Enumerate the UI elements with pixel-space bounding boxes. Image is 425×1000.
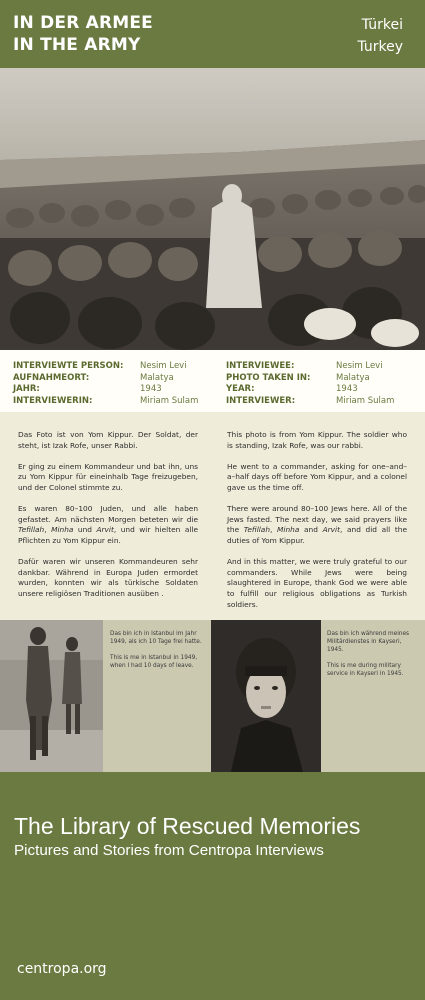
story-paragraph: Das Foto ist von Yom Kippur. Der Soldat, der steht, ist Izak Rofe, unser Rabbi. (18, 430, 198, 450)
main-photo-yom-kippur (0, 68, 425, 350)
caption-german: Das bin ich in Istanbul im Jahr 1949, als ich 10 Tage frei hatte. (110, 631, 202, 645)
footer-title: The Library of Rescued Memories (14, 813, 361, 839)
prayer-name: Arvit (322, 525, 340, 535)
meta-label: INTERVIEWER: (226, 395, 296, 406)
meta-label: INTERVIEWEE: (226, 361, 295, 371)
header-bar (0, 0, 425, 68)
meta-row (226, 373, 416, 385)
meta-value: Malatya (140, 372, 174, 383)
country-german: Türkei (361, 17, 403, 33)
metadata-german (13, 361, 213, 407)
meta-value: Miriam Sulam (336, 395, 395, 406)
country-english: Turkey (357, 39, 403, 55)
text-run: , and did all the duties of Yom Kippur. (227, 525, 408, 545)
meta-value: Miriam Sulam (140, 395, 199, 406)
prayer-name: Minha (277, 525, 300, 535)
meta-row (13, 396, 213, 408)
text-run: , und wir hielten alle Pflichten zu Yom Kippur ein. (18, 525, 199, 545)
title-german: IN DER ARMEE (13, 13, 153, 33)
website-link[interactable]: centropa.org (17, 961, 107, 977)
story-paragraph: He went to a commander, asking for one–and–a–half days off before Yom Kippur, and a colonel gave us the time off. (227, 461, 407, 492)
text-run: There were around 80–100 Jews here. All of the Jews fasted. The next day, we said prayers like the (227, 504, 407, 535)
meta-row (226, 384, 416, 396)
prayer-name: Arvit (96, 525, 114, 535)
text-run: , (44, 525, 52, 535)
meta-row (13, 384, 213, 396)
main-photo-illustration (0, 68, 425, 350)
caption-english: This is me during military service in Kayseri in 1945. (327, 663, 404, 677)
footer-subtitle: Pictures and Stories from Centropa Interviews (14, 842, 324, 859)
meta-label: AUFNAHMEORT: (13, 372, 90, 383)
story-paragraph: Dafür waren wir unseren Kommandeuren sehr dankbar. Während in Europa Juden ermordet wurden, konnten wir als türkische Soldaten unsere religiösen Traditionen ausüben . (18, 557, 198, 598)
meta-value: Nesim Levi (140, 361, 187, 371)
story-paragraph: And in this matter, we were truly grateful to our commanders. While Jews were being slaughtered in Europe, thank God we were able to fulfill our religious obligations as Turkish soldiers. (227, 557, 407, 609)
story-german (18, 430, 198, 610)
meta-value: 1943 (336, 384, 358, 394)
istanbul-photo-illustration (0, 620, 103, 772)
kayseri-portrait-illustration (211, 620, 321, 772)
photo-kayseri-1945 (211, 620, 321, 772)
text-run: and (299, 525, 323, 535)
meta-label: YEAR: (226, 384, 255, 394)
footer-bar (0, 772, 425, 1000)
meta-row (226, 396, 416, 408)
meta-row (13, 373, 213, 385)
meta-label: PHOTO TAKEN IN: (226, 372, 311, 383)
prayer-name: Minha (51, 525, 74, 535)
photo-istanbul-1949 (0, 620, 103, 772)
meta-value: Nesim Levi (336, 361, 383, 371)
prayer-name: Tefillah (18, 525, 45, 535)
story-paragraph (18, 504, 198, 546)
meta-label: JAHR: (13, 384, 40, 394)
story-english (227, 430, 407, 621)
prayer-name: Tefillah (243, 525, 271, 535)
meta-label: INTERVIEWERIN: (13, 395, 93, 406)
meta-row (13, 361, 213, 373)
meta-label: INTERVIEWTE PERSON: (13, 361, 124, 371)
story-paragraph (227, 504, 407, 546)
country-label (357, 14, 403, 58)
story-text (0, 412, 425, 620)
meta-value: 1943 (140, 384, 162, 394)
text-run: und (73, 525, 97, 535)
meta-value: Malatya (336, 372, 370, 383)
meta-row (226, 361, 416, 373)
caption-english: This is me in Istanbul in 1949, when I had 10 days of leave. (110, 655, 198, 669)
photo-strip (0, 620, 425, 772)
interview-metadata (0, 350, 425, 412)
title-english: IN THE ARMY (13, 35, 141, 55)
story-paragraph: This photo is from Yom Kippur. The soldier who is standing, Izak Rofe, was our rabbi. (227, 430, 407, 450)
story-paragraph: Er ging zu einem Kommandeur und bat ihn, uns zu Yom Kippur für eineinhalb Tage freizugeben, und der Colonel stimmte zu. (18, 461, 198, 492)
page-title (13, 12, 153, 56)
metadata-english (226, 361, 416, 407)
caption-german: Das bin ich während meines Militärdienstes in Kayseri, 1945. (327, 631, 410, 653)
caption-istanbul (110, 630, 210, 678)
text-run: , (270, 525, 278, 535)
text-run: Es waren 80–100 Juden, und alle haben gefastet. Am nächsten Morgen beteten wir die (18, 504, 198, 524)
caption-kayseri (327, 630, 419, 686)
